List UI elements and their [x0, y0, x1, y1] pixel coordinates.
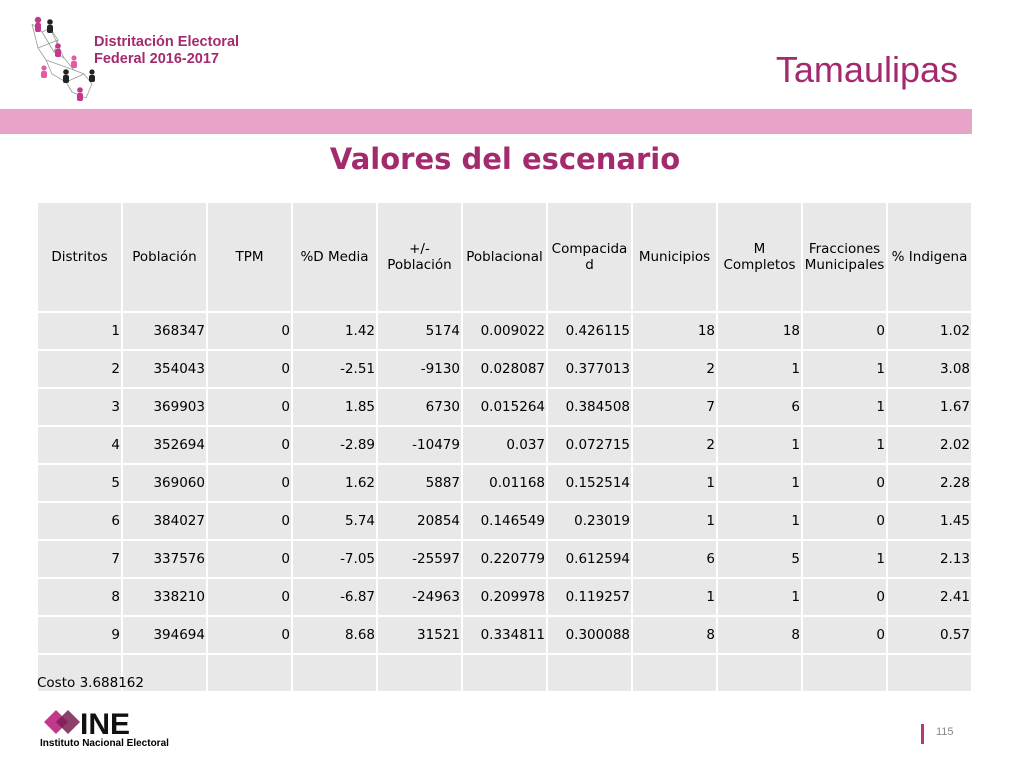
- page-number: 115: [936, 726, 954, 738]
- table-cell: 18: [718, 313, 801, 349]
- table-cell: 0.23019: [548, 503, 631, 539]
- table-cell: 2: [633, 351, 716, 387]
- state-title: Tamaulipas: [775, 49, 958, 90]
- table-cell: 1: [718, 579, 801, 615]
- logo-title: [94, 34, 239, 68]
- logo-line2: Federal: [94, 51, 146, 67]
- table-cell: 368347: [123, 313, 206, 349]
- table-cell: 0.119257: [548, 579, 631, 615]
- ine-wordmark: INE: [80, 708, 131, 741]
- table-cell: 3: [38, 389, 121, 425]
- table-cell: 337576: [123, 541, 206, 577]
- table-cell: 1: [633, 579, 716, 615]
- table-cell: 0: [208, 503, 291, 539]
- table-cell: -2.51: [293, 351, 376, 387]
- table-cell: 31521: [378, 617, 461, 653]
- table-cell: 0: [803, 465, 886, 501]
- table-cell: 0: [208, 465, 291, 501]
- table-cell: 1.67: [888, 389, 971, 425]
- table-cell: 1: [633, 503, 716, 539]
- logo-years: 2016-2017: [149, 51, 219, 67]
- table-cell: 6: [633, 541, 716, 577]
- scenario-table: [36, 201, 973, 693]
- table-cell: 5174: [378, 313, 461, 349]
- table-row: [38, 617, 971, 653]
- table-row: [38, 465, 971, 501]
- table-cell: 7: [38, 541, 121, 577]
- table-cell: 1: [38, 313, 121, 349]
- table-cell: 18: [633, 313, 716, 349]
- cost-cell: [718, 655, 801, 691]
- table-cell: 369060: [123, 465, 206, 501]
- table-cell: 0.220779: [463, 541, 546, 577]
- table-cell: 1: [803, 427, 886, 463]
- table-row: [38, 389, 971, 425]
- col-header: Poblacional: [463, 203, 546, 311]
- table-cell: 1: [718, 351, 801, 387]
- table-cell: 352694: [123, 427, 206, 463]
- table-row: [38, 503, 971, 539]
- section-title: Valores del escenario: [329, 142, 681, 176]
- table-cell: 369903: [123, 389, 206, 425]
- table-cell: 394694: [123, 617, 206, 653]
- table-cell: -10479: [378, 427, 461, 463]
- col-header: Fracciones Municipales: [803, 203, 886, 311]
- table-cell: 0.57: [888, 617, 971, 653]
- table-cell: 2: [38, 351, 121, 387]
- col-header: Distritos: [38, 203, 121, 311]
- table-cell: 2.13: [888, 541, 971, 577]
- table-cell: 6: [718, 389, 801, 425]
- table-cell: 0.009022: [463, 313, 546, 349]
- table-cell: 0.015264: [463, 389, 546, 425]
- table-cell: 0.146549: [463, 503, 546, 539]
- table-cell: -25597: [378, 541, 461, 577]
- table-cell: 8: [718, 617, 801, 653]
- header-band: [0, 109, 972, 134]
- table-row: [38, 351, 971, 387]
- cost-cell: [888, 655, 971, 691]
- col-header: M Completos: [718, 203, 801, 311]
- table-row: [38, 541, 971, 577]
- table-cell: 5.74: [293, 503, 376, 539]
- col-header: TPM: [208, 203, 291, 311]
- table-cell: 338210: [123, 579, 206, 615]
- table-cell: -2.89: [293, 427, 376, 463]
- table-cell: 0: [803, 579, 886, 615]
- table-cell: 0: [208, 427, 291, 463]
- table-cell: 0.01168: [463, 465, 546, 501]
- table-row: [38, 427, 971, 463]
- table-cell: 1: [803, 389, 886, 425]
- page-separator: [921, 724, 924, 744]
- table-cell: 0: [208, 313, 291, 349]
- table-cell: 0.028087: [463, 351, 546, 387]
- table-cell: 7: [633, 389, 716, 425]
- table-cell: 8: [38, 579, 121, 615]
- table-cell: 0.384508: [548, 389, 631, 425]
- cost-cell: [208, 655, 291, 691]
- distritacion-logo: [28, 12, 288, 104]
- table-cell: 0.209978: [463, 579, 546, 615]
- table-cell: 5: [718, 541, 801, 577]
- table-cell: 20854: [378, 503, 461, 539]
- col-header: %D Media: [293, 203, 376, 311]
- table-cell: 1.02: [888, 313, 971, 349]
- table-cell: 0.612594: [548, 541, 631, 577]
- table-cell: 0: [208, 617, 291, 653]
- col-header: Población: [123, 203, 206, 311]
- table-cell: 2.41: [888, 579, 971, 615]
- table-cell: 0: [803, 503, 886, 539]
- cost-cell: [378, 655, 461, 691]
- table-cell: 2.28: [888, 465, 971, 501]
- cost-cell: [548, 655, 631, 691]
- table-cell: 0.152514: [548, 465, 631, 501]
- table-cell: 8.68: [293, 617, 376, 653]
- table-cell: 0.072715: [548, 427, 631, 463]
- table-cell: 5887: [378, 465, 461, 501]
- table-cell: 6730: [378, 389, 461, 425]
- table-cell: 384027: [123, 503, 206, 539]
- table-cell: 0.377013: [548, 351, 631, 387]
- table-cell: 0: [208, 541, 291, 577]
- table-row: [38, 313, 971, 349]
- table-cell: 1: [803, 541, 886, 577]
- table-cell: 2.02: [888, 427, 971, 463]
- table-cell: 0: [803, 313, 886, 349]
- table-cell: -24963: [378, 579, 461, 615]
- table-cell: -7.05: [293, 541, 376, 577]
- table-cell: 1.62: [293, 465, 376, 501]
- cost-label: Costo 3.688162: [37, 675, 144, 691]
- table-cell: 4: [38, 427, 121, 463]
- cost-row: [38, 655, 971, 691]
- table-cell: 5: [38, 465, 121, 501]
- ine-caption: Instituto Nacional Electoral: [40, 738, 169, 749]
- table-cell: 0: [208, 389, 291, 425]
- table-cell: 1: [803, 351, 886, 387]
- table-cell: 0: [208, 351, 291, 387]
- table-cell: 1: [718, 427, 801, 463]
- cost-cell: [633, 655, 716, 691]
- table-cell: 1.42: [293, 313, 376, 349]
- table-cell: 1: [633, 465, 716, 501]
- table-cell: 2: [633, 427, 716, 463]
- table-cell: 3.08: [888, 351, 971, 387]
- table-cell: 6: [38, 503, 121, 539]
- mexico-map-icon: [28, 12, 98, 104]
- table-cell: 0.300088: [548, 617, 631, 653]
- col-header: Compacidad: [548, 203, 631, 311]
- col-header: Municipios: [633, 203, 716, 311]
- table-row: [38, 579, 971, 615]
- table-cell: 0: [208, 579, 291, 615]
- cost-cell: [293, 655, 376, 691]
- logo-line1: Distritación Electoral: [94, 34, 240, 50]
- table-cell: 0.037: [463, 427, 546, 463]
- table-cell: -6.87: [293, 579, 376, 615]
- col-header: +/- Población: [378, 203, 461, 311]
- table-cell: 0: [803, 617, 886, 653]
- table-cell: 1.85: [293, 389, 376, 425]
- table-cell: 1: [718, 503, 801, 539]
- table-cell: -9130: [378, 351, 461, 387]
- table-cell: 354043: [123, 351, 206, 387]
- cost-cell: [803, 655, 886, 691]
- col-header: % Indigena: [888, 203, 971, 311]
- table-cell: 1: [718, 465, 801, 501]
- table-cell: 0.426115: [548, 313, 631, 349]
- table-cell: 9: [38, 617, 121, 653]
- cost-cell: [463, 655, 546, 691]
- table-cell: 1.45: [888, 503, 971, 539]
- table-header-row: [38, 203, 971, 311]
- table-cell: 8: [633, 617, 716, 653]
- table-cell: 0.334811: [463, 617, 546, 653]
